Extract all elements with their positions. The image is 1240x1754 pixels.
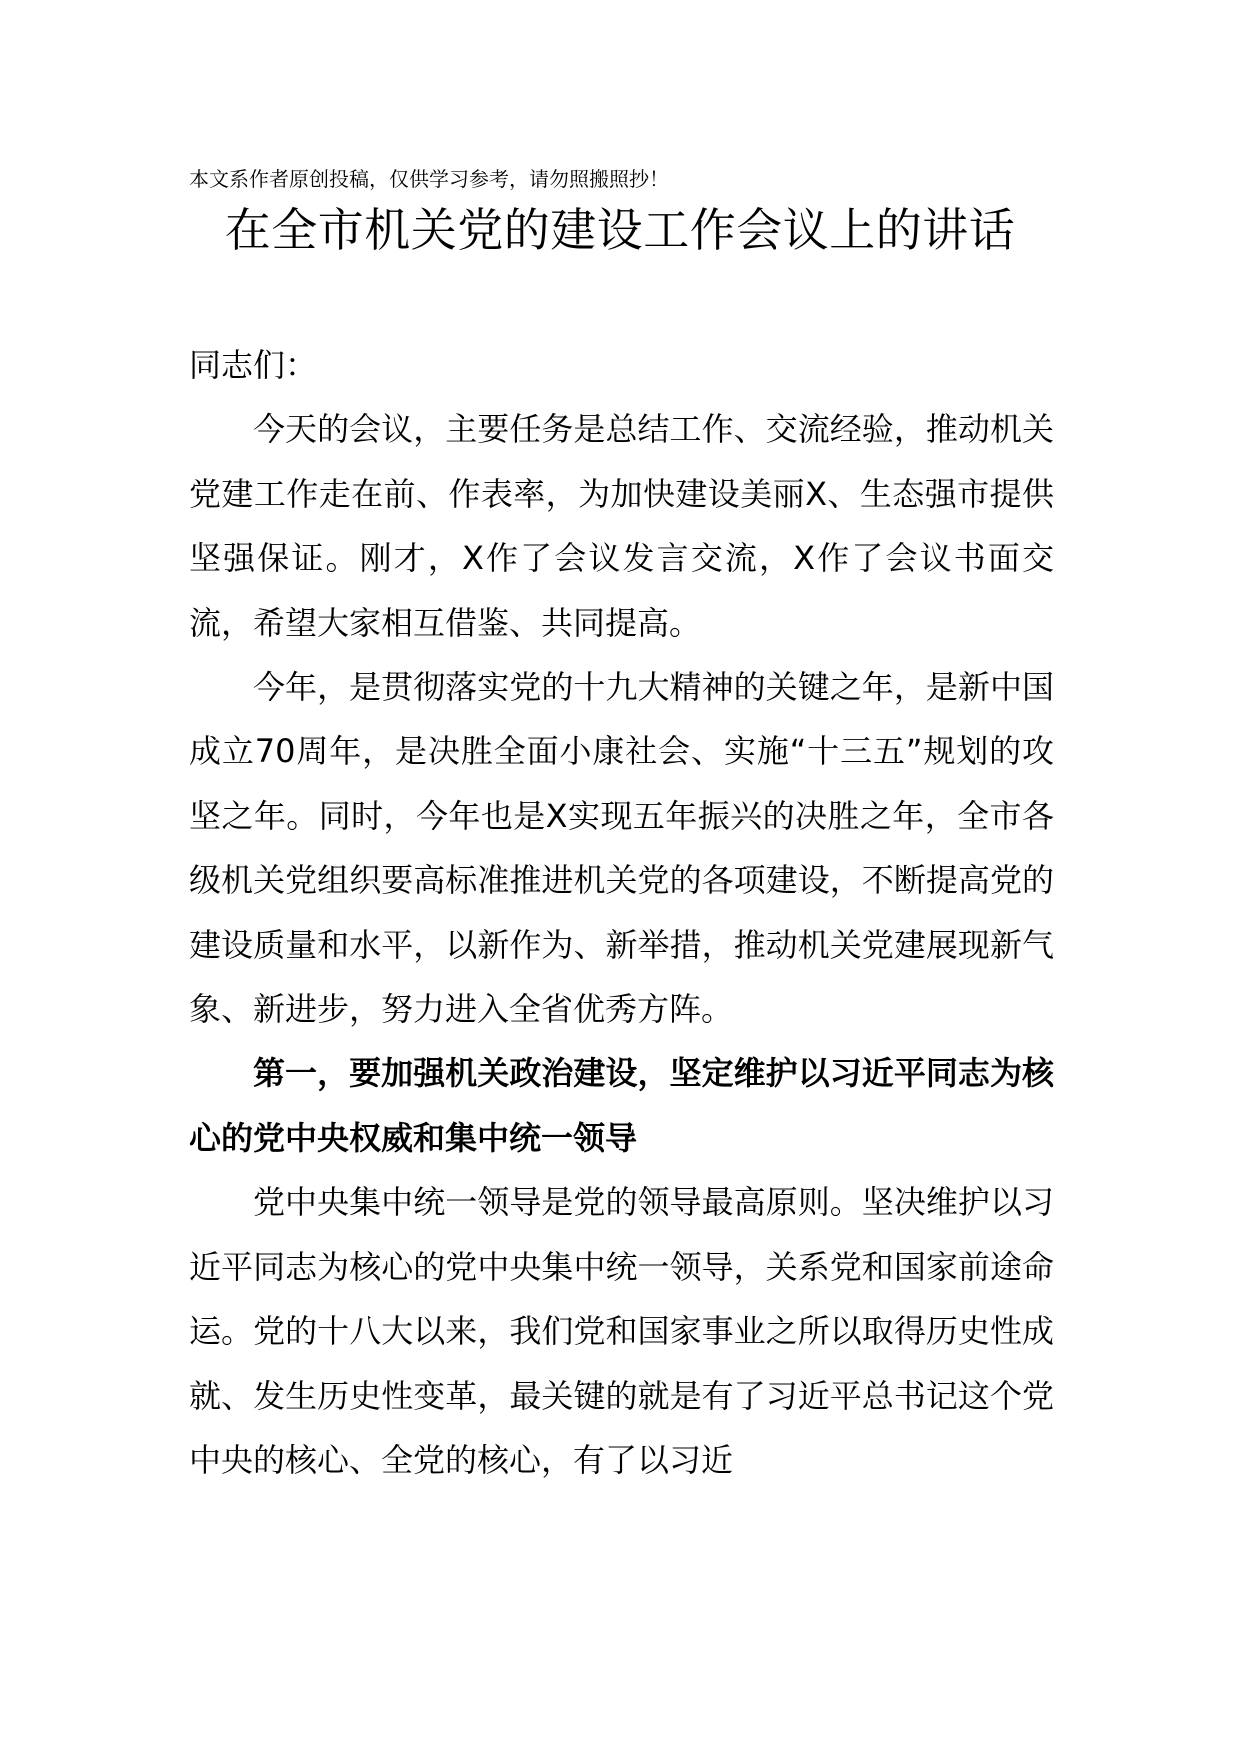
copyright-notice: 本文系作者原创投稿，仅供学习参考，请勿照搬照抄！ <box>189 167 669 191</box>
document-title: 在全市机关党的建设工作会议上的讲话 <box>224 203 1016 257</box>
paragraph-leadership: 党中央集中统一领导是党的领导最高原则。坚决维护以习近平同志为核心的党中央集中统一领导，关系党和国家前途命运。党的十八大以来，我们党和国家事业之所以取得历史性成就、发生历史性变革，最关键的就是有了习近平总书记这个党中央的核心、全党的核心，有了以习近 <box>189 1183 1054 1479</box>
salutation: 同志们： <box>189 346 318 384</box>
document-body <box>189 333 1054 1492</box>
section-heading-first: 第一，要加强机关政治建设，坚定维护以习近平同志为核心的党中央权威和集中统一领导 <box>189 1054 1054 1157</box>
paragraph-opening: 今天的会议，主要任务是总结工作、交流经验，推动机关党建工作走在前、作表率，为加快建设美丽X、生态强市提供坚强保证。刚才，X作了会议发言交流，X作了会议书面交流，希望大家相互借鉴、共同提高。 <box>189 410 1054 642</box>
paragraph-context: 今年，是贯彻落实党的十九大精神的关键之年，是新中国成立70周年，是决胜全面小康社会、实施“十三五”规划的攻坚之年。同时，今年也是X实现五年振兴的决胜之年，全市各级机关党组织要高标准推进机关党的各项建设，不断提高党的建设质量和水平，以新作为、新举措，推动机关党建展现新气象、新进步，努力进入全省优秀方阵。 <box>189 668 1054 1029</box>
